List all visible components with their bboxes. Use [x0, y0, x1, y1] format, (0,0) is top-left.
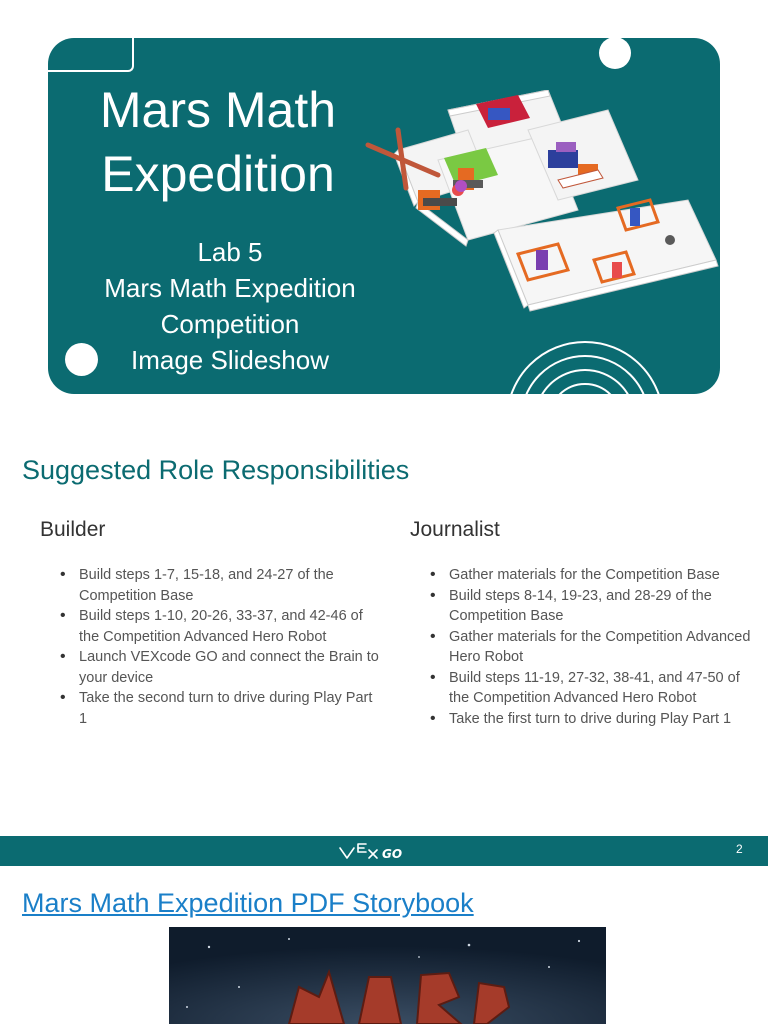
subtitle-line: Image Slideshow — [131, 345, 329, 375]
card-corner-decoration — [48, 38, 134, 72]
slide-subtitle — [70, 234, 390, 378]
title-line: Expedition — [101, 146, 335, 202]
subtitle-line: Lab 5 — [197, 237, 263, 267]
storybook-cover-image — [169, 927, 606, 1024]
concentric-arcs-decoration — [500, 340, 670, 396]
page-number: 2 — [736, 842, 743, 856]
subtitle-line: Competition — [160, 309, 300, 339]
builder-role-title: Builder — [40, 518, 106, 541]
list-item: • Gather materials for the Competition Advanced Hero Robot — [422, 627, 757, 668]
storybook-pdf-link[interactable]: Mars Math Expedition PDF Storybook — [22, 888, 474, 918]
list-item: • Build steps 11-19, 27-32, 38-41, and 47-50 of the Competition Advanced Hero Robot — [422, 668, 757, 709]
journalist-role-title: Journalist — [410, 518, 500, 541]
decorative-dot — [599, 37, 631, 69]
list-item: • Take the second turn to drive during Play Part 1 — [52, 688, 382, 729]
builder-responsibilities-list — [52, 565, 382, 729]
slide-title — [68, 78, 368, 206]
section-heading: Suggested Role Responsibilities — [22, 455, 410, 485]
list-item: • Build steps 1-10, 20-26, 33-37, and 42-46 of the Competition Advanced Hero Robot — [52, 606, 382, 647]
list-item: • Take the first turn to drive during Play Part 1 — [422, 709, 757, 730]
subtitle-line: Mars Math Expedition — [104, 273, 356, 303]
list-item: • Gather materials for the Competition Base — [422, 565, 757, 586]
vex-go-logo-icon — [336, 840, 436, 862]
svg-text:GO: GO — [382, 847, 403, 861]
list-item: • Build steps 8-14, 19-23, and 28-29 of the Competition Base — [422, 586, 757, 627]
list-item: • Build steps 1-7, 15-18, and 24-27 of the Competition Base — [52, 565, 382, 606]
competition-field-image — [358, 90, 720, 330]
list-item: • Launch VEXcode GO and connect the Brain to your device — [52, 647, 382, 688]
title-line: Mars Math — [99, 82, 337, 138]
journalist-responsibilities-list — [422, 565, 757, 729]
